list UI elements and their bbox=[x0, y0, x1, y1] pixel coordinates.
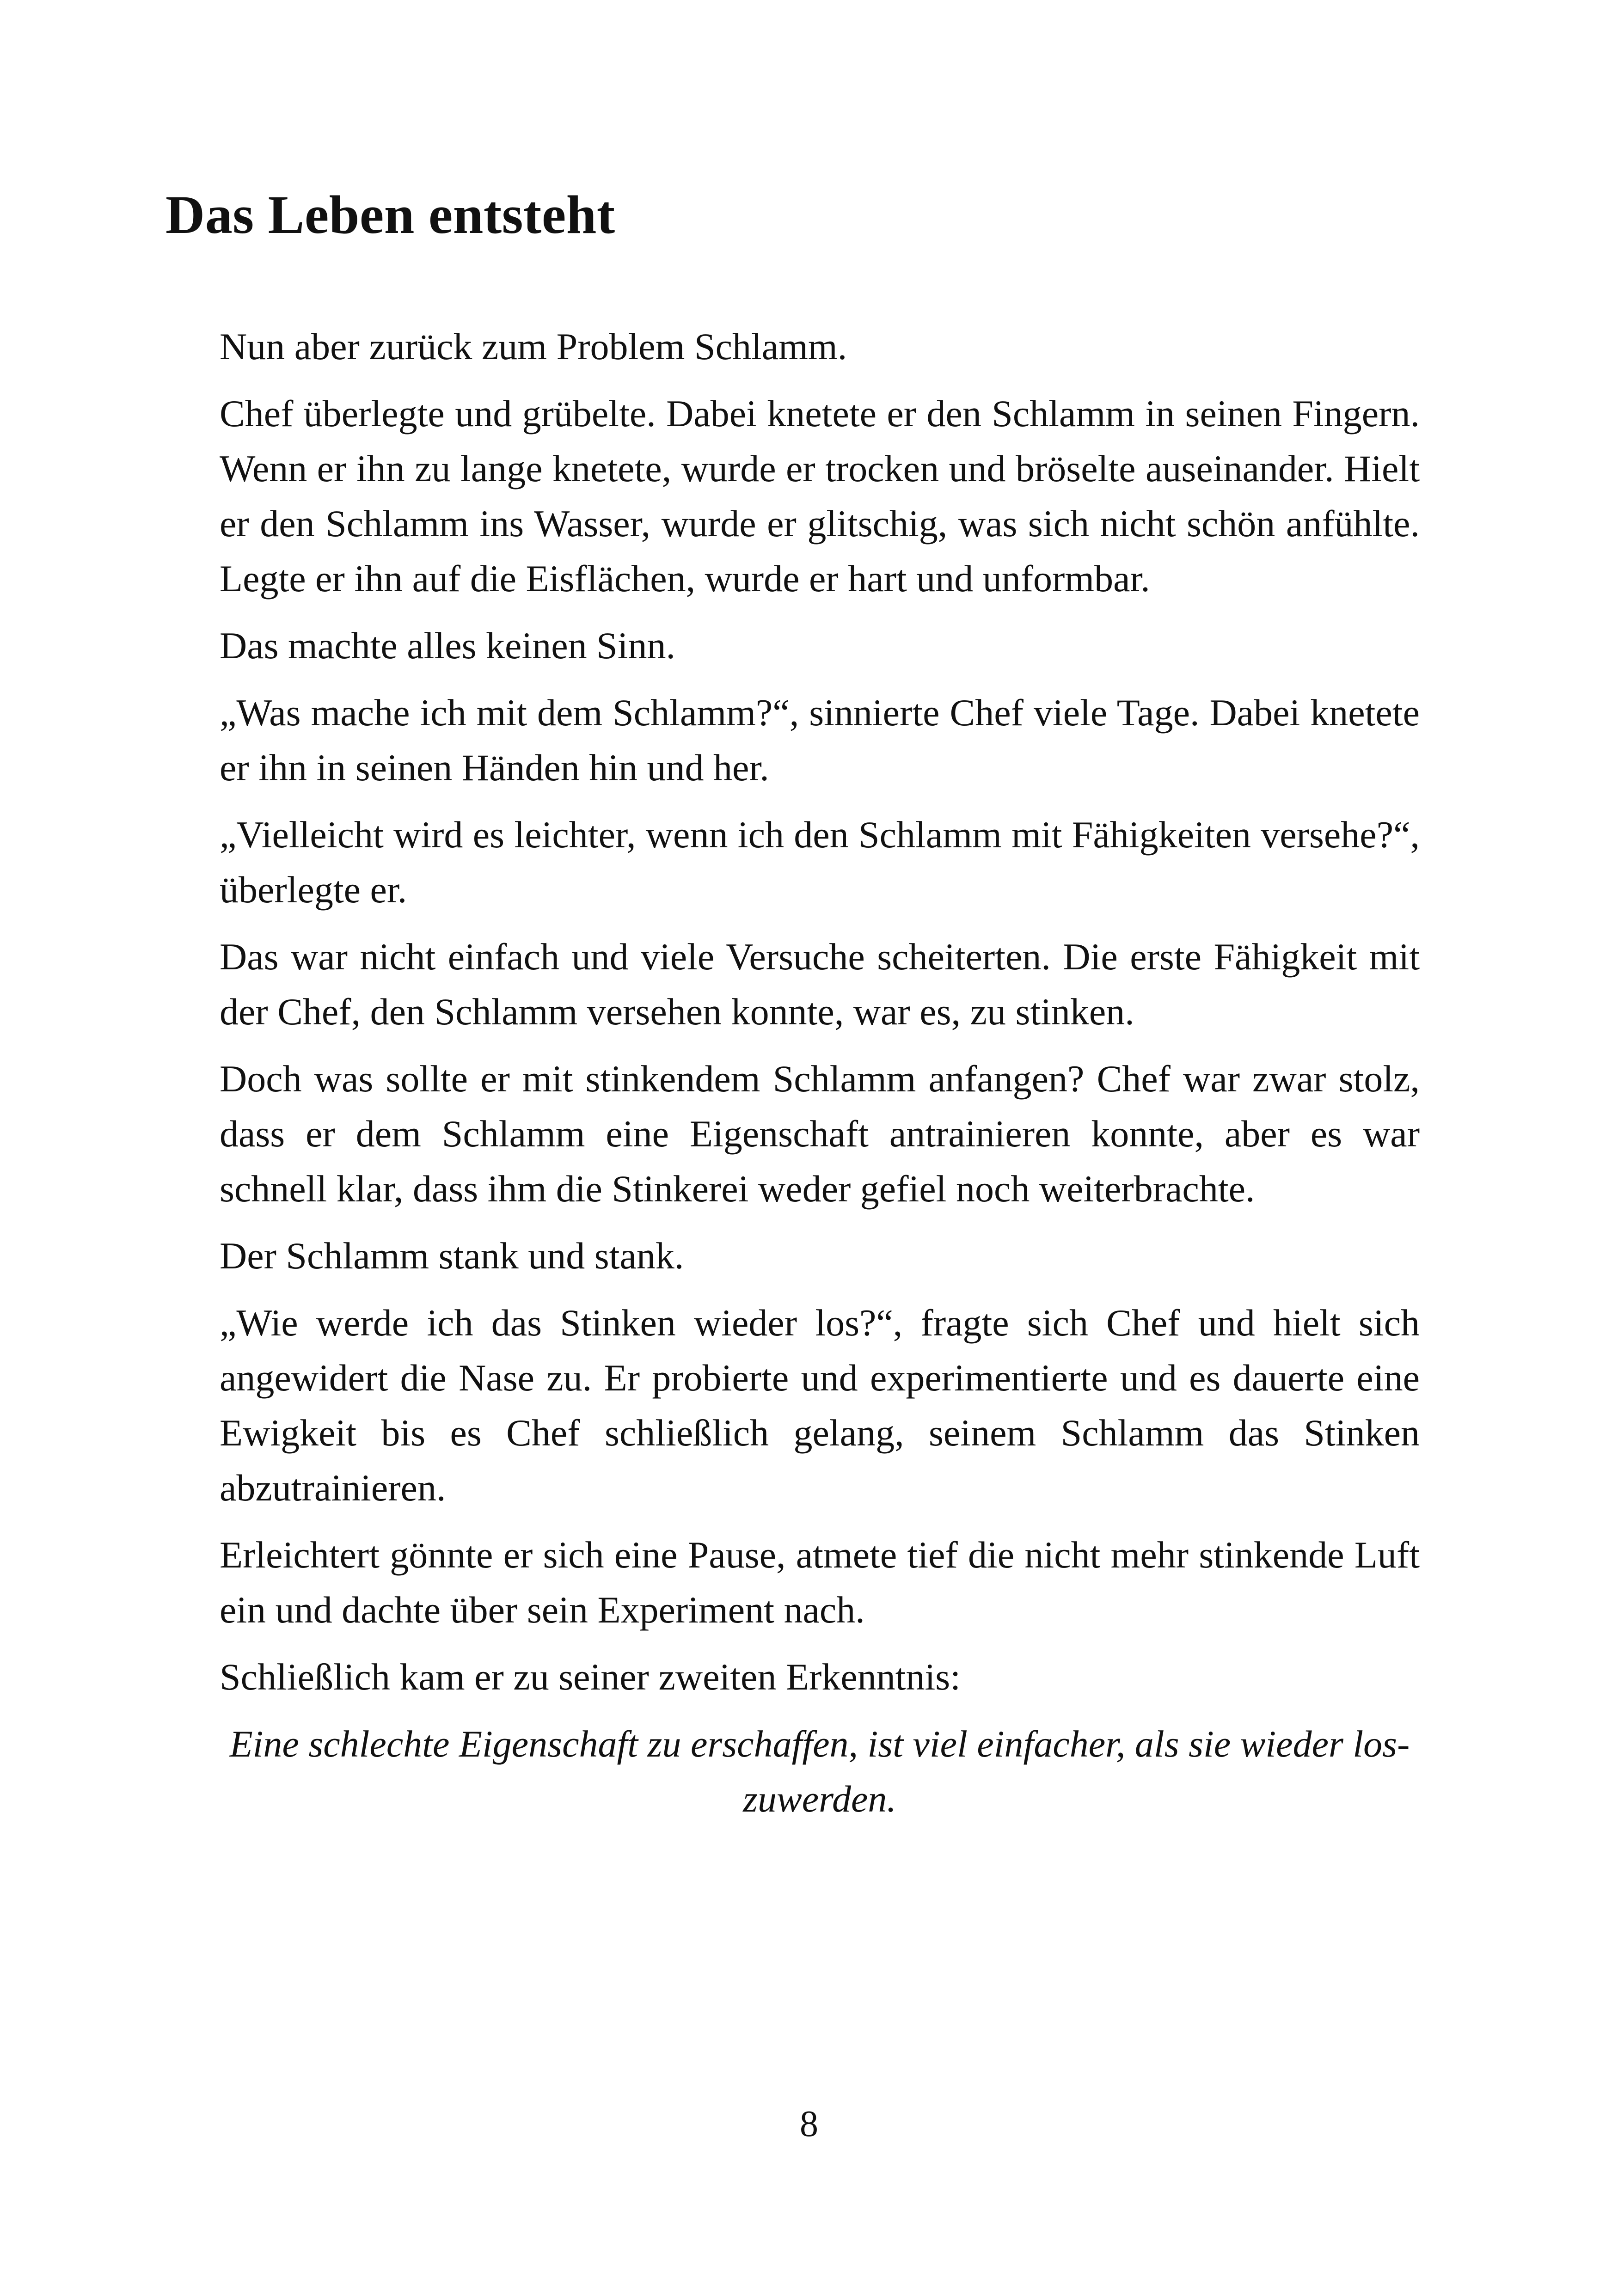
paragraph: Nun aber zurück zum Problem Schlamm. bbox=[220, 325, 847, 367]
paragraph: Chef überlegte und grübelte. Dabei knetete er den Schlamm in seinen Fingern. Wenn er ihn zu lange knetete, wurde er trocken und bröselte auseinander. Hielt er den Schlamm ins Wasser, wurde er glitschig, was sich nicht schön anfühlte. Legte er ihn auf die Eisflächen, wurde er hart und unformbar. bbox=[220, 392, 1420, 600]
paragraph: „Vielleicht wird es leichter, wenn ich den Schlamm mit Fähigkeiten versehe?“, überlegte er. bbox=[220, 814, 1420, 911]
paragraph: Schließlich kam er zu seiner zweiten Erkenntnis: bbox=[220, 1656, 961, 1698]
page-number: 8 bbox=[800, 2104, 818, 2144]
insight-quote: Eine schlechte Eigenschaft zu erschaffen, ist viel einfacher, als sie wieder loszuwerden. bbox=[229, 1723, 1410, 1820]
paragraph: Erleichtert gönnte er sich eine Pause, atmete tief die nicht mehr stinkende Luft ein und dachte über sein Experiment nach. bbox=[220, 1534, 1420, 1631]
chapter-title: Das Leben entsteht bbox=[165, 184, 615, 245]
paragraph: Das machte alles keinen Sinn. bbox=[220, 625, 676, 667]
paragraph: Doch was sollte er mit stinkendem Schlamm anfangen? Chef war zwar stolz, dass er dem Schlamm eine Eigenschaft antrainieren konnte, aber es war schnell klar, dass ihm die Stinkerei weder gefiel noch weiterbrachte. bbox=[220, 1058, 1420, 1210]
paragraph: Das war nicht einfach und viele Versuche scheiterten. Die erste Fähigkeit mit der Chef, den Schlamm versehen konnte, war es, zu stinken. bbox=[220, 936, 1420, 1033]
paragraph: „Wie werde ich das Stinken wieder los?“, fragte sich Chef und hielt sich angewidert die Nase zu. Er probierte und experimentierte und es dauerte eine Ewigkeit bis es Chef schließlich gelang, seinem Schlamm das Stinken abzutrainieren. bbox=[220, 1302, 1420, 1509]
chapter-body bbox=[220, 319, 1420, 1838]
paragraph: „Was mache ich mit dem Schlamm?“, sinnierte Chef viele Tage. Dabei knetete er ihn in seinen Händen hin und her. bbox=[220, 692, 1420, 789]
paragraph: Der Schlamm stank und stank. bbox=[220, 1235, 684, 1277]
